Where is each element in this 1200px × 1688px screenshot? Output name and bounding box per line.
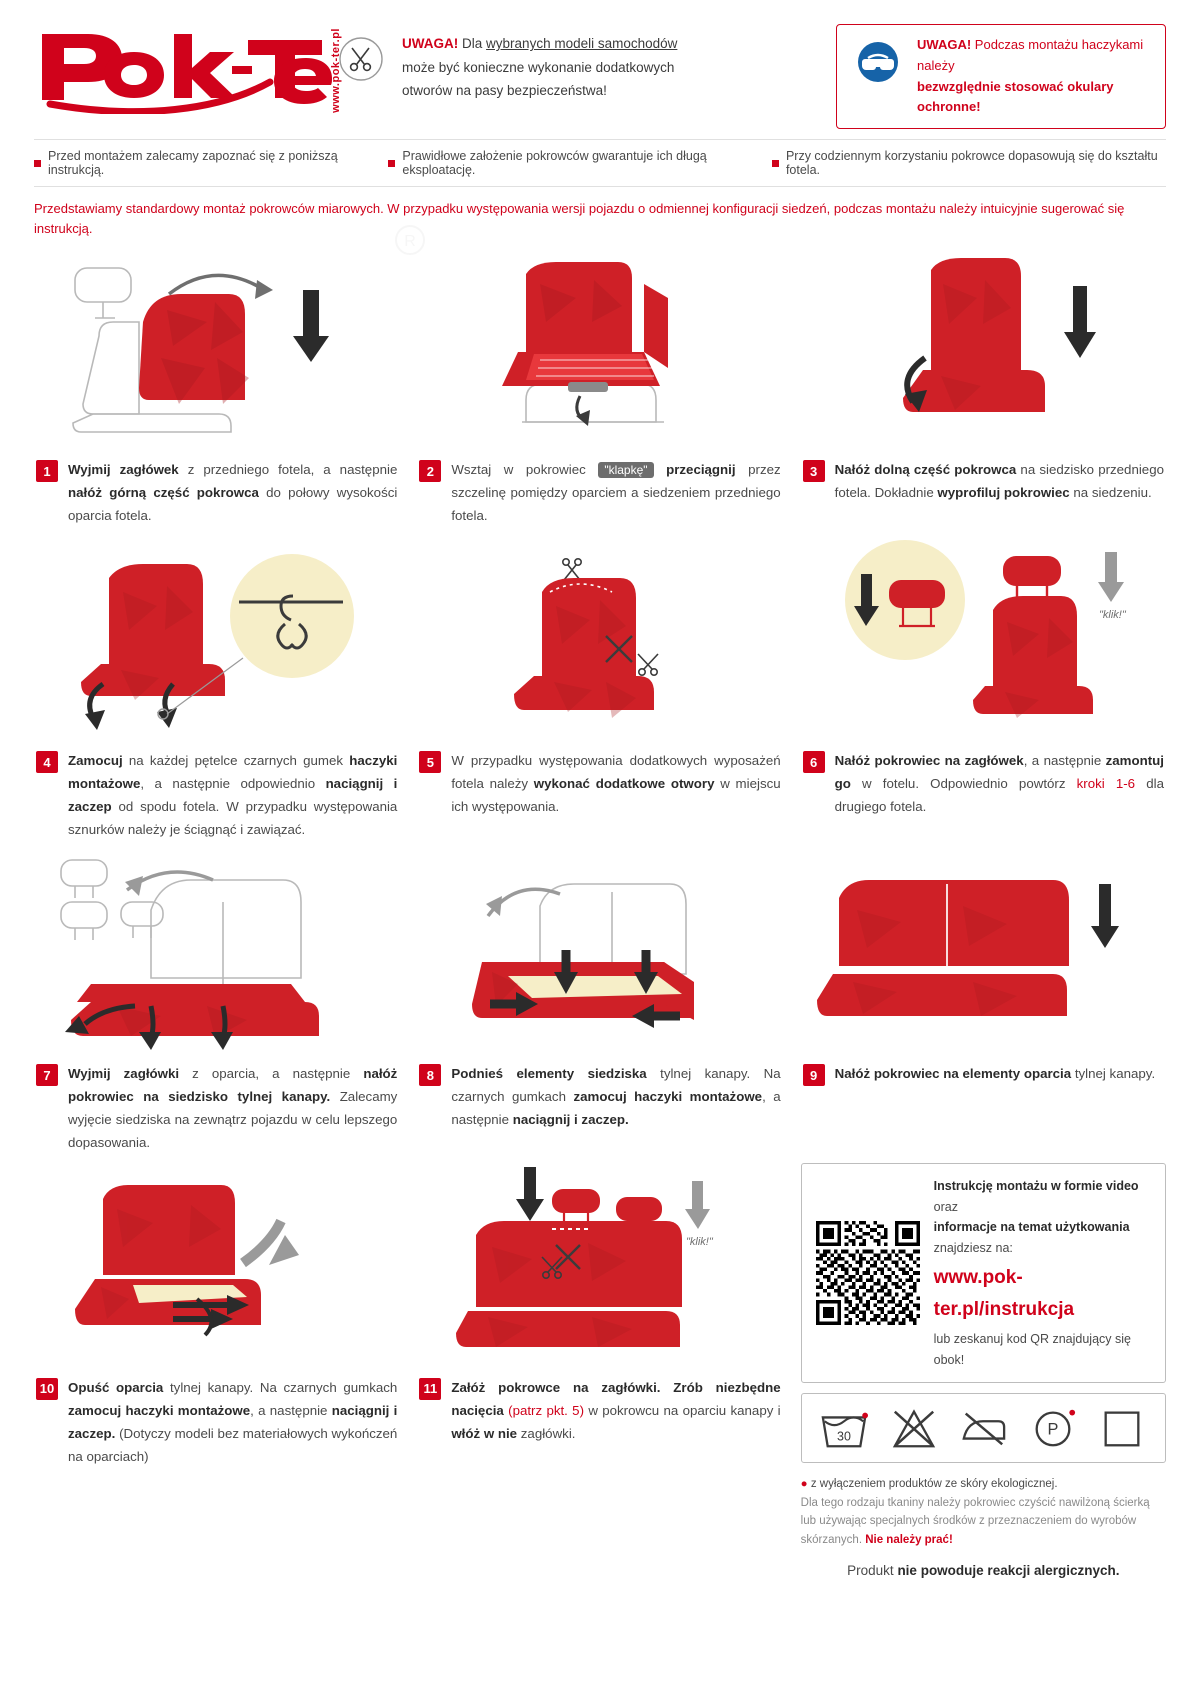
intro-paragraph: Przedstawiamy standardowy montaż pokrowców miarowych. W przypadku występowania wersji pojazdu o odmiennej konfiguracji siedzeń, podczas montażu należy intuicyjnie sugerować się instrukcją.	[34, 201, 1125, 237]
steps-row-1	[26, 245, 1174, 528]
goggles-warning-line1: Podczas montażu haczykami należy	[917, 37, 1144, 73]
step-number: 6	[803, 751, 825, 773]
step-4-caption	[34, 746, 399, 841]
step-cell-9	[801, 849, 1166, 1154]
rule-item	[388, 149, 756, 177]
info-column	[801, 1163, 1166, 1578]
svg-text:R: R	[404, 233, 416, 250]
brand-url: www.pok-ter.pl	[330, 28, 342, 113]
goggles-warning-lead: UWAGA!	[917, 37, 972, 52]
step-text: Nałóż pokrowiec na zagłówek, a następnie zamontuj go w fotelu. Odpowiednio powtórz kroki 1-6 dla drugiego fotela.	[834, 753, 1164, 814]
bullet-square-icon	[772, 160, 779, 167]
goggles-icon	[851, 35, 905, 89]
step-11-illustration	[417, 1163, 782, 1373]
step-text: Podnieś elementy siedziska tylnej kanapy. Na czarnych gumkach zamocuj haczyki montażowe, a następnie naciągnij i zaczep.	[451, 1066, 781, 1128]
step-2-illustration	[417, 245, 782, 455]
care-footnote	[801, 1475, 1166, 1549]
step-2-caption	[417, 455, 782, 528]
step-6-illustration	[801, 536, 1166, 746]
scissors-warning-line3: otworów na pasy bezpieczeństwa!	[402, 83, 607, 99]
scissors-icon	[334, 32, 388, 86]
header	[26, 0, 1174, 135]
bullet-dot-icon: ●	[800, 1478, 808, 1491]
scissors-warning-lead: UWAGA!	[402, 36, 459, 51]
step-cell-4	[34, 536, 399, 841]
scissors-warning-line2: może być konieczne wykonanie dodatkowych	[402, 59, 675, 75]
step-7-illustration	[34, 849, 399, 1059]
step-text: Opuść oparcia tylnej kanapy. Na czarnych gumkach zamocuj haczyki montażowe, a następnie naciągnij i zaczep. (Dotyczy modeli bez materiałowych wykończeń na oparciach)	[68, 1379, 398, 1464]
video-instruction-text	[934, 1176, 1151, 1370]
step-8-caption	[417, 1059, 782, 1132]
scissors-warning-underlined: wybranych modeli samochodów	[486, 36, 678, 51]
steps-row-2	[26, 536, 1174, 841]
step-number: 7	[36, 1064, 58, 1086]
qr-code-icon[interactable]	[816, 1221, 920, 1325]
video-instruction-box	[801, 1163, 1166, 1383]
step-4-illustration	[34, 536, 399, 746]
steps-row-3	[26, 849, 1174, 1154]
rule-text: Przy codziennym korzystaniu pokrowce dopasowują się do kształtu fotela.	[785, 149, 1158, 178]
info-line1-bold: Instrukcję montażu w formie video	[933, 1178, 1139, 1193]
step-cell-6	[801, 536, 1166, 841]
step-text: Wyjmij zagłówek z przedniego fotela, a następnie nałóż górną część pokrowca do połowy wysokości oparcia fotela.	[68, 462, 398, 524]
dryclean-p-icon	[1026, 1404, 1080, 1452]
care-symbols	[801, 1393, 1166, 1463]
no-iron-icon	[956, 1404, 1010, 1452]
rules-bar	[34, 139, 1166, 187]
allergy-bold: nie powoduje reakcji alergicznych.	[897, 1562, 1120, 1578]
step-7-caption	[34, 1059, 399, 1154]
step-cell-8	[417, 849, 782, 1154]
info-line1-rest: oraz	[933, 1199, 958, 1214]
step-1-illustration	[34, 245, 399, 455]
svg-text:30: 30	[837, 1429, 852, 1444]
step-number: 1	[36, 460, 58, 482]
step-10-caption	[34, 1373, 399, 1468]
step-text: Wyjmij zagłówki z oparcia, a następnie nałóż pokrowiec na siedzisko tylnej kanapy. Zalecamy wyjęcie siedziska na zewnątrz pojazdu w celu lepszego dopasowania.	[68, 1066, 398, 1151]
footnote-lead: z wyłączeniem produktów ze skóry ekologicznej.	[810, 1478, 1058, 1491]
step-text: Wsztaj w pokrowiec "klapkę" przeciągnij przez szczelinę pomiędzy oparciem a siedzeniem przedniego fotela.	[451, 462, 781, 524]
step-number: 3	[803, 460, 825, 482]
step-number: 9	[803, 1064, 825, 1086]
step-6-caption	[801, 746, 1166, 819]
step-10-illustration	[34, 1163, 399, 1373]
step-text: Nałóż dolną część pokrowca na siedzisko przedniego fotela. Dokładnie wyprofiluj pokrowiec na siedzeniu.	[834, 462, 1164, 501]
allergy-statement	[801, 1563, 1166, 1578]
step-9-illustration	[801, 849, 1166, 1059]
svg-text:P: P	[1047, 1421, 1059, 1440]
svg-text:"klik!": "klik!"	[685, 1235, 713, 1248]
step-8-illustration	[417, 849, 782, 1059]
footnote-body: Dla tego rodzaju tkaniny należy pokrowiec czyścić nawilżoną ścierką lub używając specjalnych środków z przeznaczeniem do wyrobów skórzanych.	[800, 1496, 1150, 1546]
step-number: 4	[36, 751, 58, 773]
instruction-url[interactable]: www.pok-ter.pl/instrukcja	[933, 1267, 1075, 1320]
step-3-illustration	[801, 245, 1166, 455]
rule-text: Przed montażem zalecamy zapoznać się z poniższą instrukcją.	[48, 149, 338, 178]
step-cell-1	[34, 245, 399, 528]
step-9-caption	[801, 1059, 1166, 1086]
rule-text: Prawidłowe założenie pokrowców gwarantuje ich długą eksploatację.	[402, 149, 707, 178]
info-line2-bold: informacje na temat użytkowania	[933, 1220, 1130, 1235]
info-line2-rest: znajdziesz na:	[933, 1240, 1013, 1255]
goggles-warning-line2: bezwzględnie stosować okulary ochronne!	[917, 78, 1114, 115]
step-number: 11	[419, 1378, 441, 1400]
step-cell-2	[417, 245, 782, 528]
step-number: 10	[36, 1378, 58, 1400]
allergy-lead: Produkt	[847, 1562, 894, 1578]
step-1-caption	[34, 455, 399, 528]
click-label: "klik!"	[1099, 609, 1127, 622]
step-number: 5	[419, 751, 441, 773]
warning-scissors	[334, 18, 836, 103]
no-tumble-dry-icon	[1095, 1404, 1149, 1452]
bullet-square-icon	[34, 160, 41, 167]
rule-item	[772, 149, 1166, 177]
step-text: Załóż pokrowce na zagłówki. Zrób niezbędne nacięcia (patrz pkt. 5) w pokrowcu na oparciu kanapy i włóż w nie zagłówki.	[451, 1379, 781, 1441]
step-5-caption	[417, 746, 782, 819]
bullet-square-icon	[388, 160, 395, 167]
brand-logo	[34, 18, 342, 114]
step-cell-10	[34, 1163, 399, 1578]
step-text: Nałóż pokrowiec na elementy oparcia tylnej kanapy.	[834, 1066, 1156, 1082]
step-text: Zamocuj na każdej pętelce czarnych gumek haczyki montażowe, a następnie odpowiednio naciągnij i zaczep od spodu fotela. W przypadku występowania sznurków należy je ściągnąć i zawiązać.	[68, 753, 398, 837]
step-11-caption	[417, 1373, 782, 1446]
step-text: W przypadku występowania dodatkowych wyposażeń fotela należy wykonać dodatkowe otwory w miejscu ich występowania.	[451, 753, 781, 814]
step-3-caption	[801, 455, 1166, 505]
rule-item	[34, 149, 372, 177]
pokter-logo-icon	[34, 18, 334, 114]
step-number: 2	[419, 460, 441, 482]
info-line3: lub zeskanuj kod QR znajdujący się obok!	[933, 1332, 1131, 1367]
footnote-red: Nie należy prać!	[865, 1533, 953, 1546]
wash-30-icon	[817, 1404, 871, 1452]
step-5-illustration	[417, 536, 782, 746]
step-cell-5	[417, 536, 782, 841]
step-cell-7	[34, 849, 399, 1154]
scissors-warning-line1a: Dla	[462, 36, 483, 51]
no-bleach-icon	[887, 1404, 941, 1452]
step-cell-3	[801, 245, 1166, 528]
step-cell-11	[417, 1163, 782, 1578]
steps-row-4	[26, 1163, 1174, 1578]
warning-goggles	[836, 24, 1166, 129]
step-number: 8	[419, 1064, 441, 1086]
